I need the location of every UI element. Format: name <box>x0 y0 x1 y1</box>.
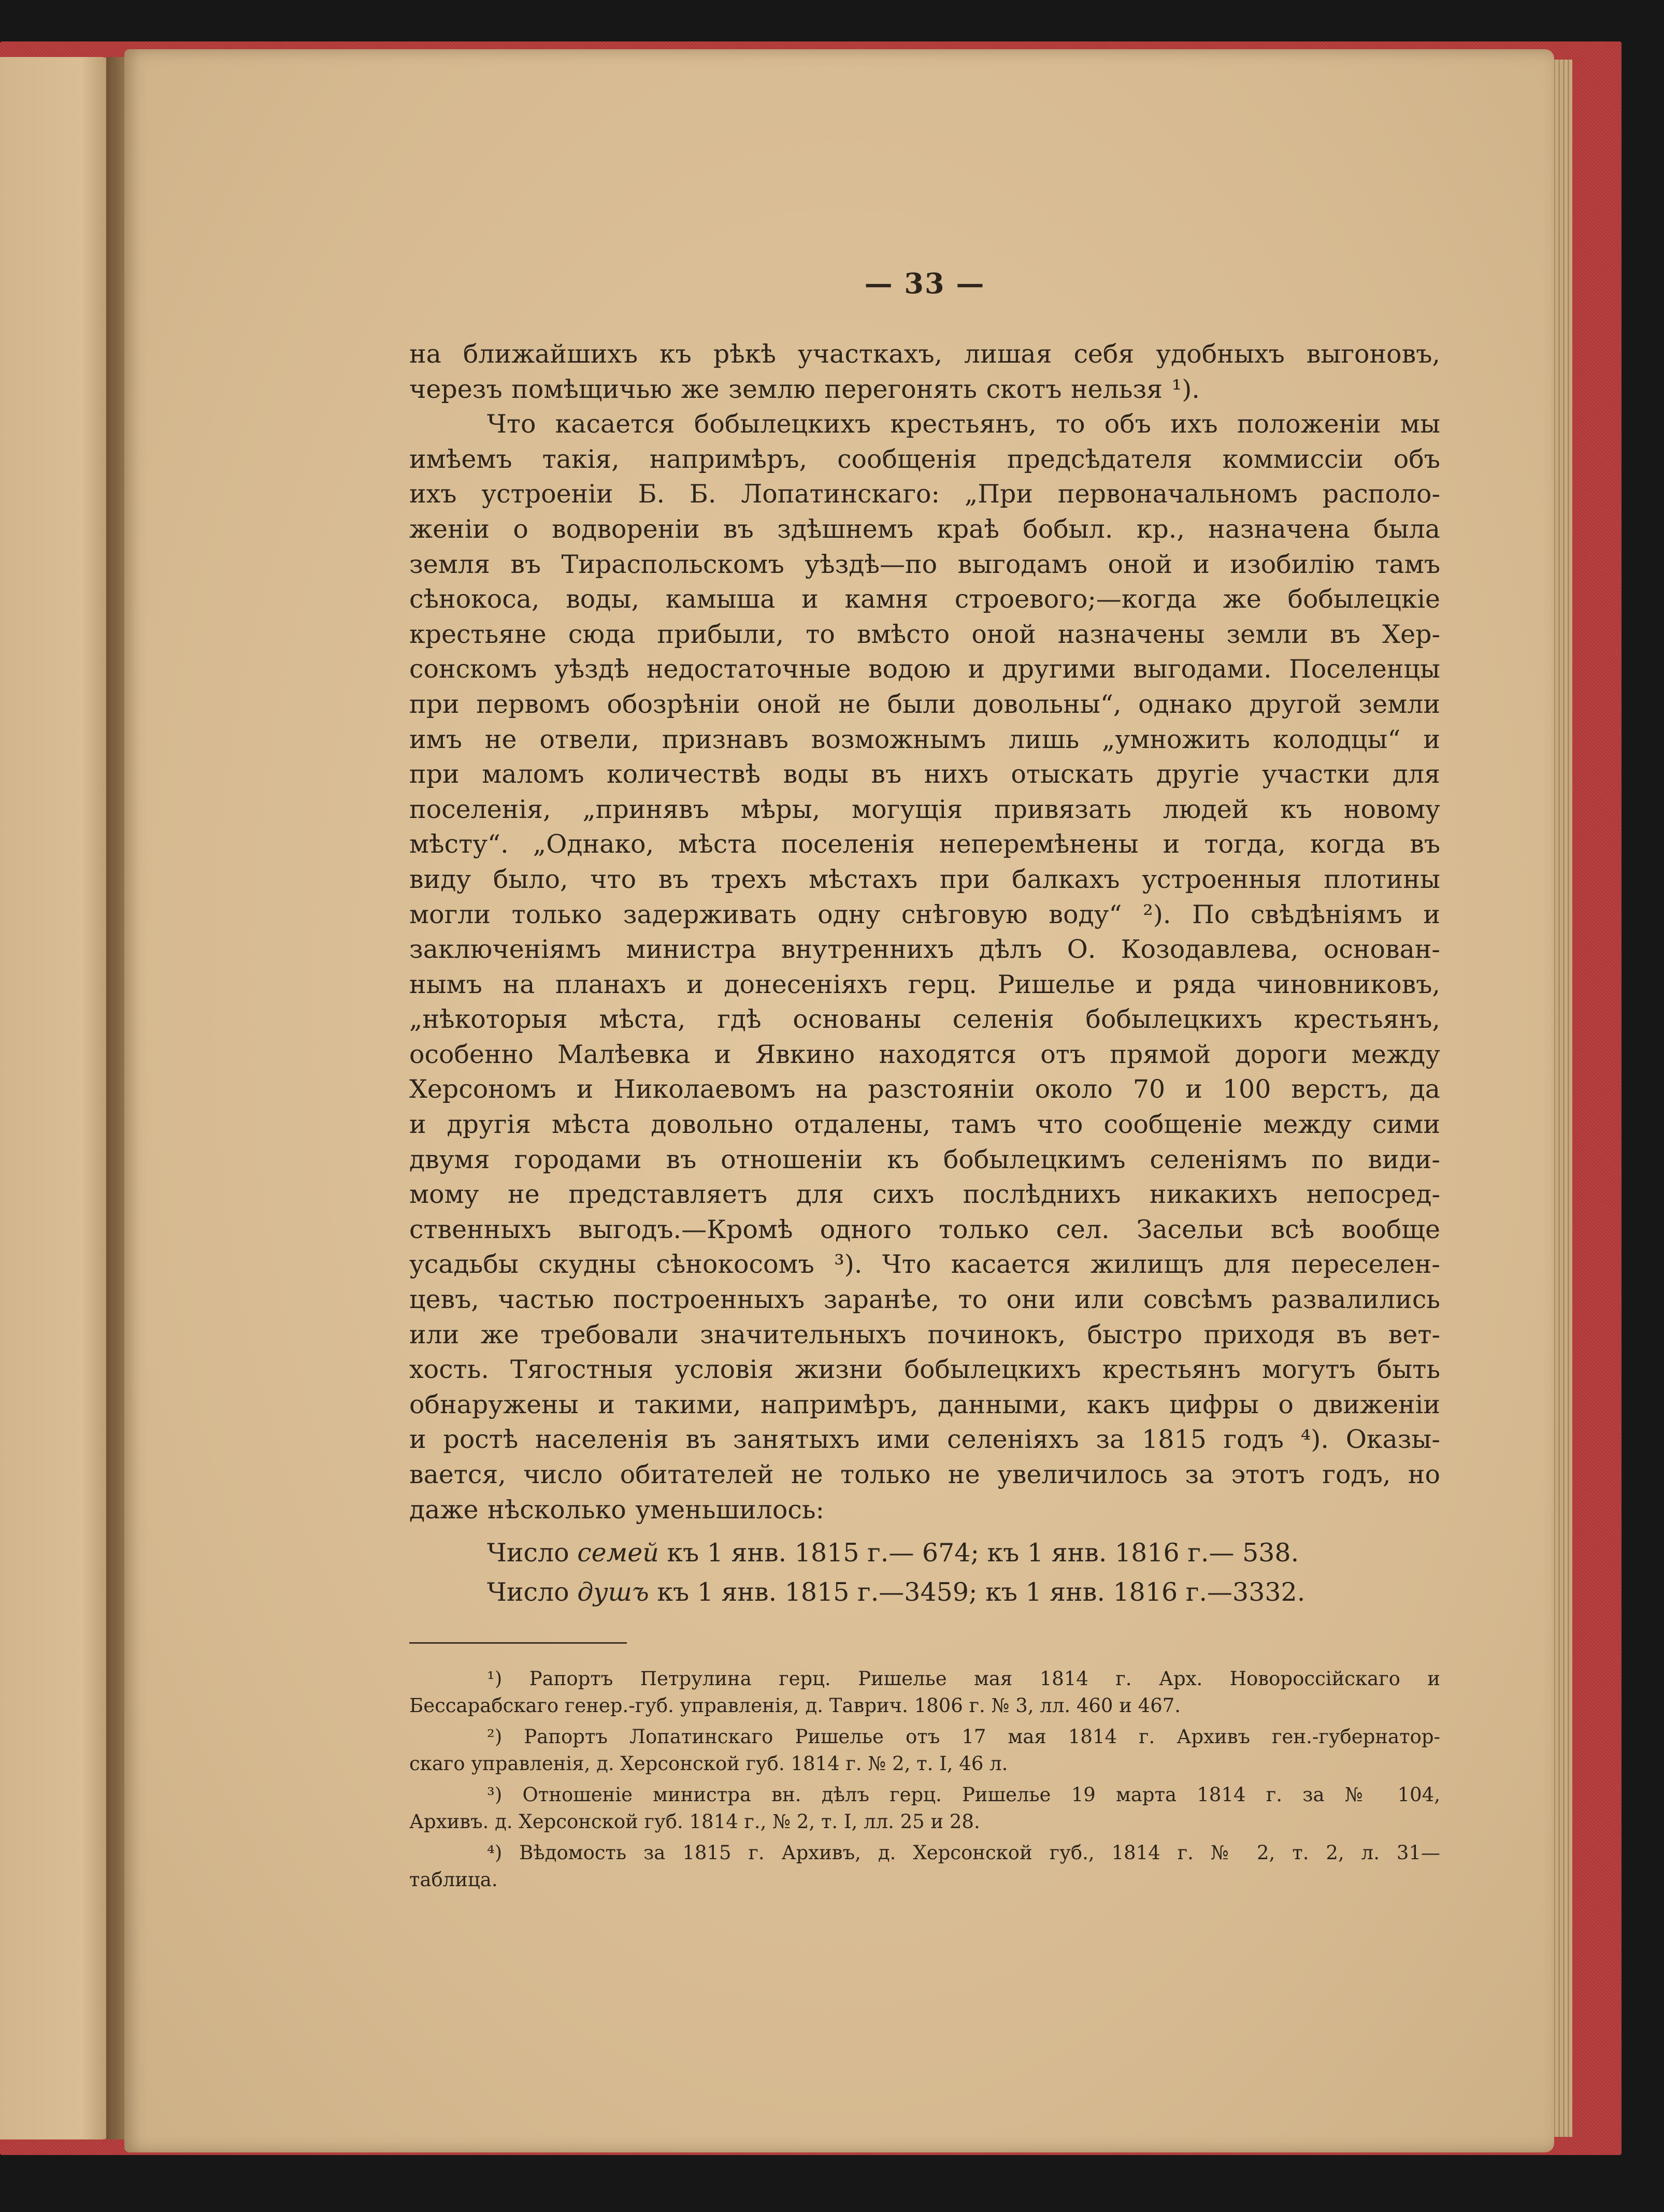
text-line: крестьяне сюда прибыли, то вмѣсто оной назначены земли въ Хер- <box>409 619 1440 649</box>
text-line: черезъ помѣщичью же землю перегонять скотъ нельзя ¹). <box>409 374 1200 404</box>
statistic-prefix: Число <box>487 1577 578 1607</box>
text-line: заключеніямъ министра внутреннихъ дѣлъ О. Козодавлева, основан- <box>409 935 1440 965</box>
text-line: даже нѣсколько уменьшилось: <box>409 1495 825 1525</box>
footnotes <box>409 1665 1440 1893</box>
text-line: поселенія, „принявъ мѣры, могущія привязать людей къ новому <box>409 794 1440 824</box>
footnote-line: ²) Рапортъ Лопатинскаго Ришелье отъ 17 мая 1814 г. Архивъ ген.-губернатор- <box>487 1726 1440 1748</box>
text-line: обнаружены и такими, напримѣръ, данными, какъ цифры о движеніи <box>409 1389 1440 1419</box>
footnote-line: ⁴) Вѣдомость за 1815 г. Архивъ, д. Херсонской губ., 1814 г. № 2, т. 2, л. 31— <box>487 1842 1440 1864</box>
text-line: мѣсту“. „Однако, мѣста поселенія неперемѣнены и тогда, когда въ <box>409 829 1440 859</box>
footnote-line: ³) Отношеніе министра вн. дѣлъ герц. Ришелье 19 марта 1814 г. за № 104, <box>487 1784 1440 1806</box>
text-line: имъ не отвели, признавъ возможнымъ лишь „умножить колодцы“ и <box>409 724 1440 754</box>
statistic-line <box>409 1533 1440 1573</box>
footnote-line: ¹) Рапортъ Петрулина герц. Ришелье мая 1814 г. Арх. Новороссійскаго и <box>487 1668 1440 1690</box>
body-text <box>409 337 1440 1612</box>
footnote-rule <box>409 1642 627 1644</box>
statistics-lines <box>409 1533 1440 1612</box>
statistic-suffix: къ 1 янв. 1815 г.—3459; къ 1 янв. 1816 г.—3332. <box>649 1577 1306 1607</box>
text-line: вается, число обитателей не только не увеличилось за этотъ годъ, но <box>409 1460 1440 1489</box>
text-line: ственныхъ выгодъ.—Кромѣ одного только сел. Засельи всѣ вообще <box>409 1214 1440 1244</box>
text-line: сонскомъ уѣздѣ недостаточные водою и другими выгодами. Поселенцы <box>409 654 1440 684</box>
text-line: земля въ Тираспольскомъ уѣздѣ—по выгодамъ оной и изобилію тамъ <box>409 549 1440 579</box>
text-line: особенно Малѣевка и Явкино находятся отъ прямой дороги между <box>409 1039 1440 1069</box>
text-line: и другія мѣста довольно отдалены, тамъ что сообщеніе между сими <box>409 1110 1440 1140</box>
statistic-suffix: къ 1 янв. 1815 г.— 674; къ 1 янв. 1816 г.— 538. <box>658 1538 1299 1568</box>
text-line: Что касается бобылецкихъ крестьянъ, то объ ихъ положеніи мы <box>487 409 1440 439</box>
left-page-edge <box>0 57 117 2139</box>
text-line: и ростѣ населенія въ занятыхъ ими селеніяхъ за 1815 годъ ⁴). Оказы- <box>409 1425 1440 1455</box>
text-line: на ближайшихъ къ рѣкѣ участкахъ, лишая себя удобныхъ выгоновъ, <box>409 339 1440 369</box>
text-line: женіи о водвореніи въ здѣшнемъ краѣ бобыл. кр., назначена была <box>409 514 1440 544</box>
footnote-line: скаго управленія, д. Херсонской губ. 1814 г. № 2, т. I, 46 л. <box>409 1753 1008 1775</box>
text-line: цевъ, частью построенныхъ заранѣе, то они или совсѣмъ развалились <box>409 1285 1440 1315</box>
text-line: Херсономъ и Николаевомъ на разстояніи около 70 и 100 верстъ, да <box>409 1074 1440 1104</box>
text-line: могли только задерживать одну снѣговую воду“ ²). По свѣдѣніямъ и <box>409 899 1440 929</box>
text-line: при первомъ обозрѣніи оной не были довольны“, однако другой земли <box>409 689 1440 719</box>
footnote-line: Бессарабскаго генер.-губ. управленія, д. Таврич. 1806 г. № 3, лл. 460 и 467. <box>409 1694 1181 1717</box>
text-line: ихъ устроеніи Б. Б. Лопатинскаго: „При первоначальномъ располо- <box>409 479 1440 509</box>
text-line: двумя городами въ отношеніи къ бобылецкимъ селеніямъ по види- <box>409 1144 1440 1174</box>
text-line: усадьбы скудны сѣнокосомъ ³). Что касается жилищъ для переселен- <box>409 1249 1440 1280</box>
text-line: мому не представляетъ для сихъ послѣднихъ никакихъ непосред- <box>409 1180 1440 1210</box>
footnote-line: Архивъ. д. Херсонской губ. 1814 г., № 2, т. I, лл. 25 и 28. <box>409 1811 980 1833</box>
text-line: нымъ на планахъ и донесеніяхъ герц. Ришелье и ряда чиновниковъ, <box>409 969 1440 999</box>
text-line: при маломъ количествѣ воды въ нихъ отыскать другіе участки для <box>409 759 1440 789</box>
statistic-line <box>409 1573 1440 1612</box>
right-page <box>124 49 1554 2152</box>
statistic-prefix: Число <box>487 1538 578 1568</box>
text-line: „нѣкоторыя мѣста, гдѣ основаны селенія бобылецкихъ крестьянъ, <box>409 1004 1440 1035</box>
paragraph-lines <box>409 337 1440 1527</box>
text-line: или же требовали значительныхъ починокъ, быстро приходя въ вет- <box>409 1319 1440 1349</box>
text-line: сѣнокоса, воды, камыша и камня строевого;—когда же бобылецкіе <box>409 584 1440 614</box>
statistic-italic: семей <box>577 1538 659 1568</box>
footnote-line: таблица. <box>409 1869 498 1891</box>
text-line: хость. Тягостныя условія жизни бобылецкихъ крестьянъ могутъ быть <box>409 1355 1440 1385</box>
text-line: имѣемъ такія, напримѣръ, сообщенія предсѣдателя коммиссіи объ <box>409 444 1440 474</box>
text-line: виду было, что въ трехъ мѣстахъ при балкахъ устроенныя плотины <box>409 864 1440 894</box>
statistic-italic: душъ <box>577 1577 649 1607</box>
page-number: — 33 — <box>864 267 985 300</box>
